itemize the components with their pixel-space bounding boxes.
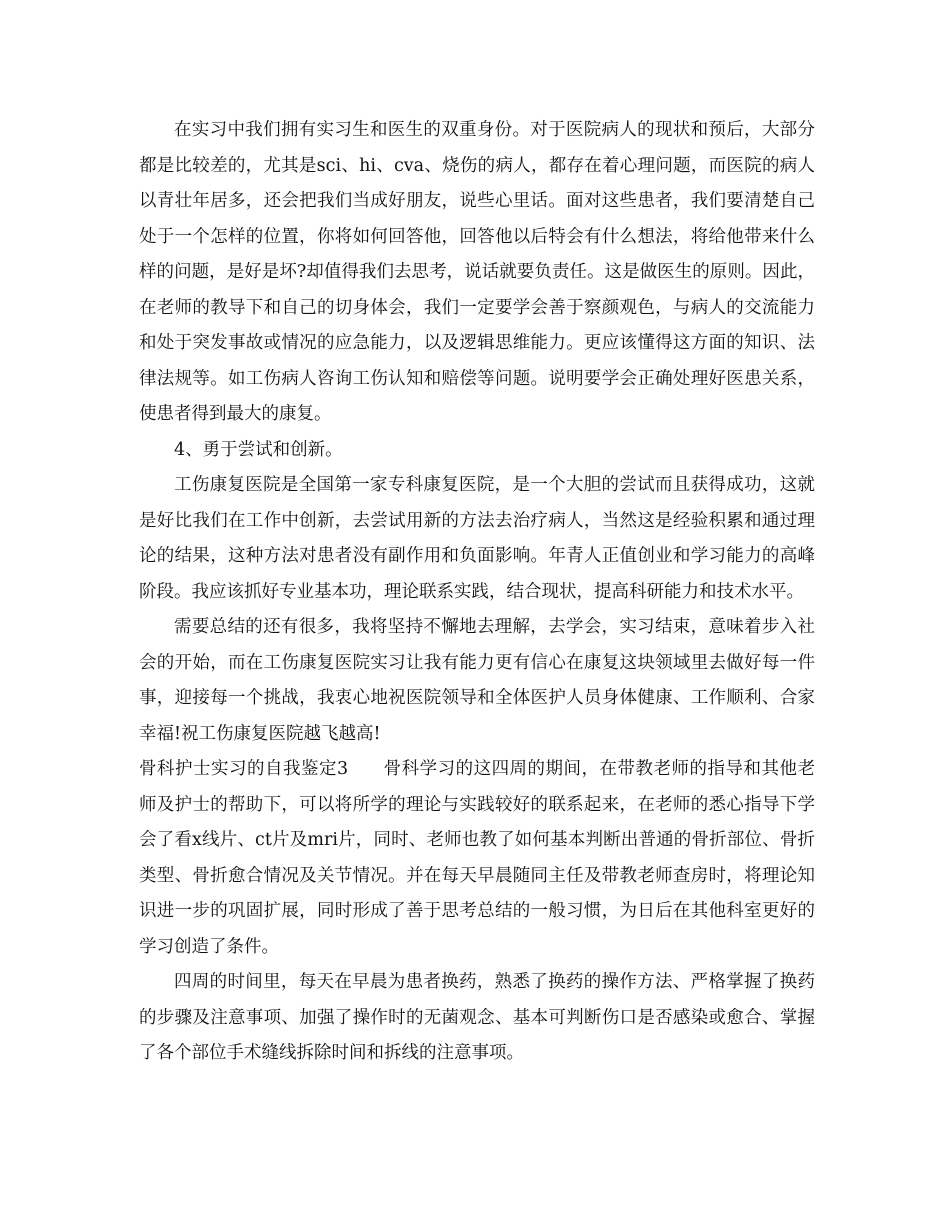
- document-body: [139, 113, 815, 1072]
- paragraph-innovation: 工伤康复医院是全国第一家专科康复医院，是一个大胆的尝试而且获得成功，这就是好比我们在工作中创新，去尝试用新的方法去治疗病人，当然这是经验积累和通过理论的结果，这种方法对患者没有副作用和负面影响。年青人正值创业和学习能力的高峰阶段。我应该抓好专业基本功，理论联系实践，结合现状，提高科研能力和技术水平。: [139, 475, 815, 602]
- section-3-heading: 骨科护士实习的自我鉴定3: [139, 759, 349, 779]
- section-3-first-text: 骨科学习的这四周的期间，在带教老师的指导和其他老师及护士的帮助下，可以将所学的理论与实践较好的联系起来，在老师的悉心指导下学会了看x线片、ct片及mri片，同时、老师也教了如何基本判断出普通的骨折部位、骨折类型、骨折愈合情况及关节情况。并在每天早晨随同主任及带教老师查房时，将理论知识进一步的巩固扩展，同时形成了善于思考总结的一般习惯，为日后在其他科室更好的学习创造了条件。: [139, 759, 815, 957]
- section-3-paragraph: [139, 752, 815, 965]
- paragraph-dual-identity: 在实习中我们拥有实习生和医生的双重身份。对于医院病人的现状和预后，大部分都是比较差的，尤其是sci、hi、cva、烧伤的病人，都存在着心理问题，而医院的病人以青壮年居多，还会把我们当成好朋友，说些心里话。面对这些患者，我们要清楚自己处于一个怎样的位置，你将如何回答他，回答他以后特会有什么想法，将给他带来什么样的问题，是好是坏?却值得我们去思考，说话就要负责任。这是做医生的原则。因此，在老师的教导下和自己的切身体会，我们一定要学会善于察颜观色，与病人的交流能力和处于突发事故或情况的应急能力，以及逻辑思维能力。更应该懂得这方面的知识、法律法规等。如工伤病人咨询工伤认知和赔偿等问题。说明要学会正确处理好医患关系，使患者得到最大的康复。: [139, 120, 815, 424]
- paragraph-item-4-heading: 4、勇于尝试和创新。: [174, 439, 343, 460]
- paragraph-dressing-change: 四周的时间里，每天在早晨为患者换药，熟悉了换药的操作方法、严格掌握了换药的步骤及注意事项、加强了操作时的无菌观念、基本可判断伤口是否感染或愈合、掌握了各个部位手术缝线拆除时间和拆线的注意事项。: [139, 972, 815, 1063]
- paragraph-summary: 需要总结的还有很多，我将坚持不懈地去理解，去学会，实习结束，意味着步入社会的开始，而在工伤康复医院实习让我有能力更有信心在康复这块领域里去做好每一件事，迎接每一个挑战，我衷心地祝医院领导和全体医护人员身体健康、工作顺利、合家幸福!祝工伤康复医院越飞越高!: [139, 617, 815, 744]
